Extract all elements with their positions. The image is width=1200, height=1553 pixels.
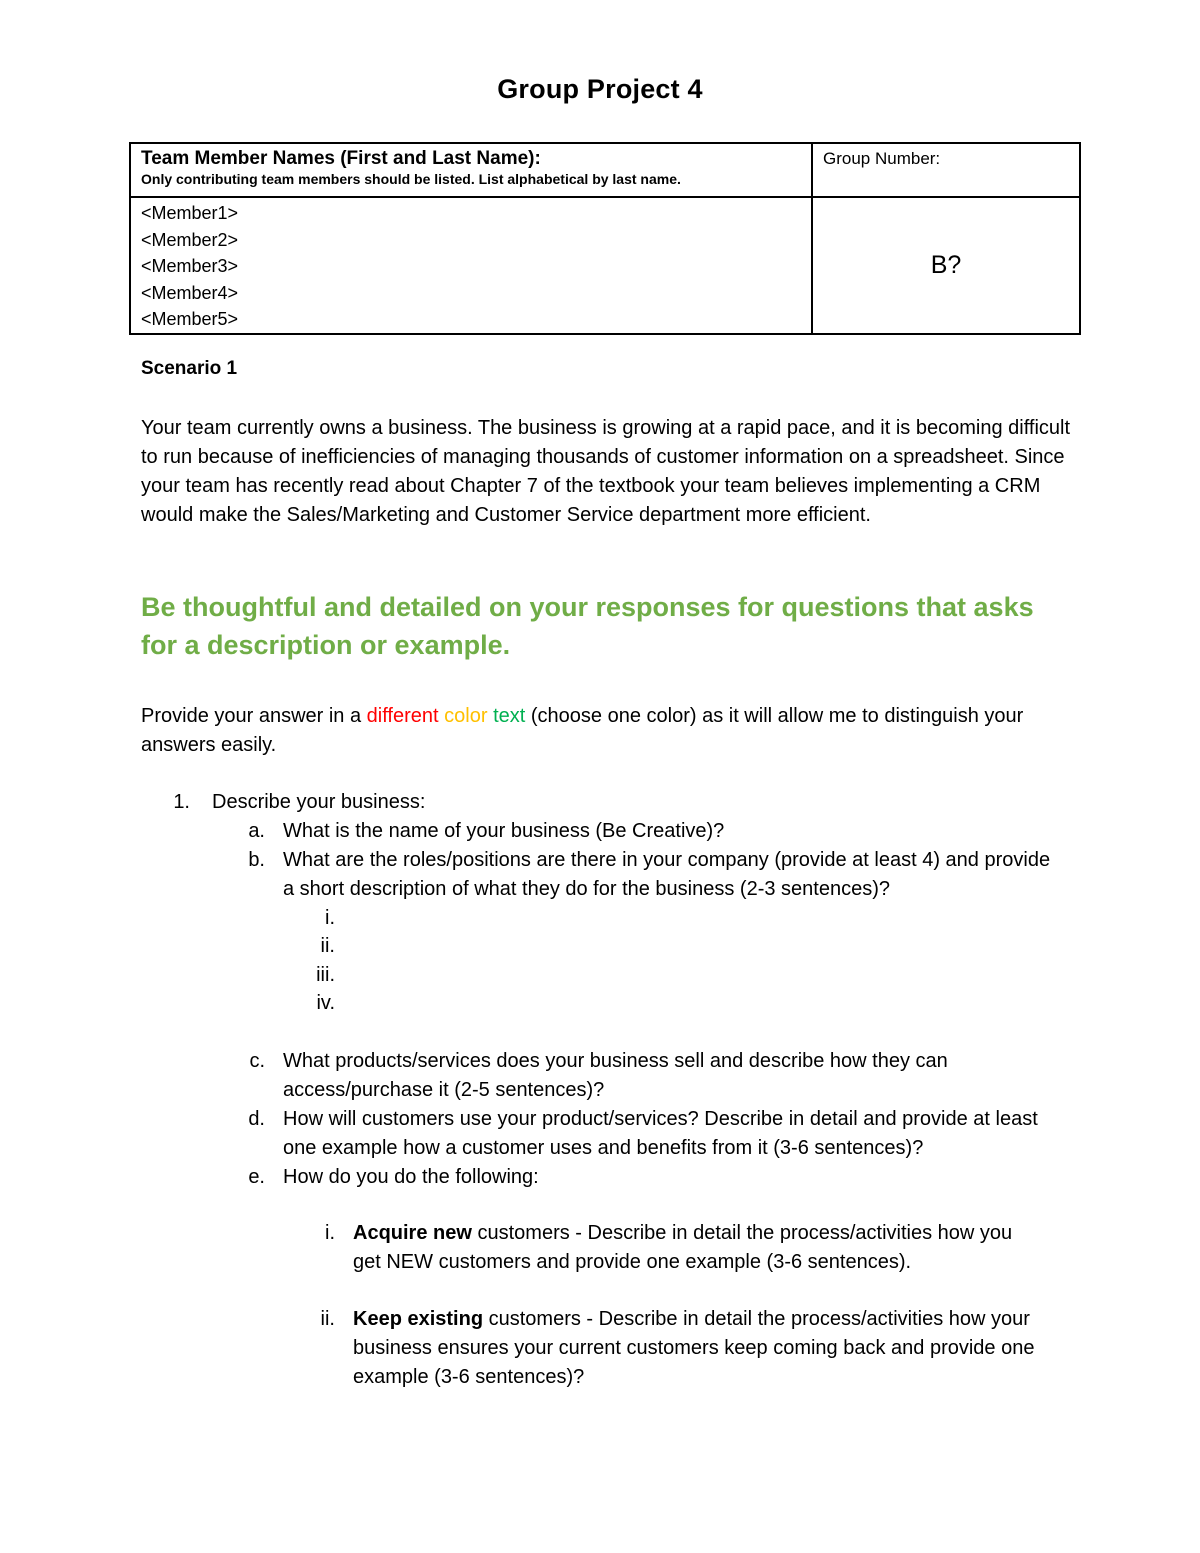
group-number-value: B?: [812, 197, 1080, 334]
question-1e-i-text: [353, 1219, 1043, 1277]
group-number-label: Group Number:: [812, 143, 1080, 197]
question-1-text: Describe your business:: [212, 791, 426, 813]
question-1e-text: How do you do the following:: [283, 1166, 539, 1188]
question-1c-letter: c.: [249, 1050, 265, 1072]
team-member-2: <Member2>: [141, 229, 239, 250]
role-item-iii: iii.: [316, 964, 335, 986]
scenario-heading: Scenario 1: [141, 358, 238, 379]
answer-instruction: [141, 702, 1071, 760]
team-names-instruction: Only contributing team members should be listed. List alphabetical by last name.: [141, 171, 681, 187]
team-member-3: <Member3>: [141, 256, 239, 276]
question-1c-text: What products/services does your business sell and describe how they can access/purchase it (2-5 sentences)?: [283, 1050, 948, 1101]
acquire-new-description: customers - Describe in detail the process/activities how you get NEW customers and provide one example (3-6 sentences).: [353, 1222, 1013, 1273]
question-1d-text: How will customers use your product/services? Describe in detail and provide at least one example how a customer uses and benefits from it (3-6 sentences)?: [283, 1108, 1038, 1159]
question-1e-letter: e.: [248, 1166, 265, 1188]
question-1b-text: What are the roles/positions are there in your company (provide at least 4) and provide a short description of what they do for the business (2-3 sentences)?: [283, 849, 1051, 900]
question-1b-letter: b.: [248, 849, 265, 871]
team-names-header-cell: [130, 143, 812, 197]
question-1d-letter: d.: [248, 1108, 265, 1130]
team-member-5: <Member5>: [141, 309, 239, 329]
team-member-4: <Member4>: [141, 282, 239, 303]
role-item-i: i.: [325, 907, 335, 929]
team-members-cell: [130, 197, 812, 334]
team-names-heading: Team Member Names (First and Last Name):: [141, 148, 541, 169]
role-item-ii: ii.: [320, 935, 335, 957]
instruction-text-start: Provide your answer in a: [141, 705, 367, 727]
keep-existing-label: Keep existing: [353, 1308, 484, 1330]
instruction-word-different: different: [366, 705, 439, 727]
page-title: Group Project 4: [497, 74, 703, 104]
question-1e-ii-number: ii.: [320, 1308, 335, 1330]
acquire-new-label: Acquire new: [353, 1222, 472, 1244]
keep-existing-description: customers - Describe in detail the process/activities how your business ensures your current customers keep coming back and provide one example (3-6 sentences)?: [353, 1308, 1035, 1388]
instruction-text-end: (choose one color) as it will allow me to distinguish your answers easily.: [141, 705, 1024, 756]
team-member-1: <Member1>: [141, 203, 239, 223]
question-1a-text: What is the name of your business (Be Creative)?: [283, 820, 725, 842]
question-1e-i-number: i.: [325, 1222, 335, 1244]
question-1e-ii-text: [353, 1305, 1043, 1392]
question-1a-letter: a.: [248, 820, 265, 842]
instruction-word-text: text: [493, 705, 526, 727]
role-item-iv: iv.: [316, 992, 335, 1014]
question-1-number: 1.: [173, 791, 190, 813]
scenario-paragraph: Your team currently owns a business. The business is growing at a rapid pace, and it is becoming difficult to run because of inefficiencies of managing thousands of customer information on a spreadsheet. Since your team has recently read about Chapter 7 of the textbook your team believes implementing a CRM would make the Sales/Marketing and Customer Service department more efficient.: [141, 417, 1071, 526]
team-table: [129, 142, 1081, 335]
instruction-word-color: color: [444, 705, 488, 727]
emphasis-note: Be thoughtful and detailed on your responses for questions that asks for a description or example.: [141, 592, 1034, 660]
